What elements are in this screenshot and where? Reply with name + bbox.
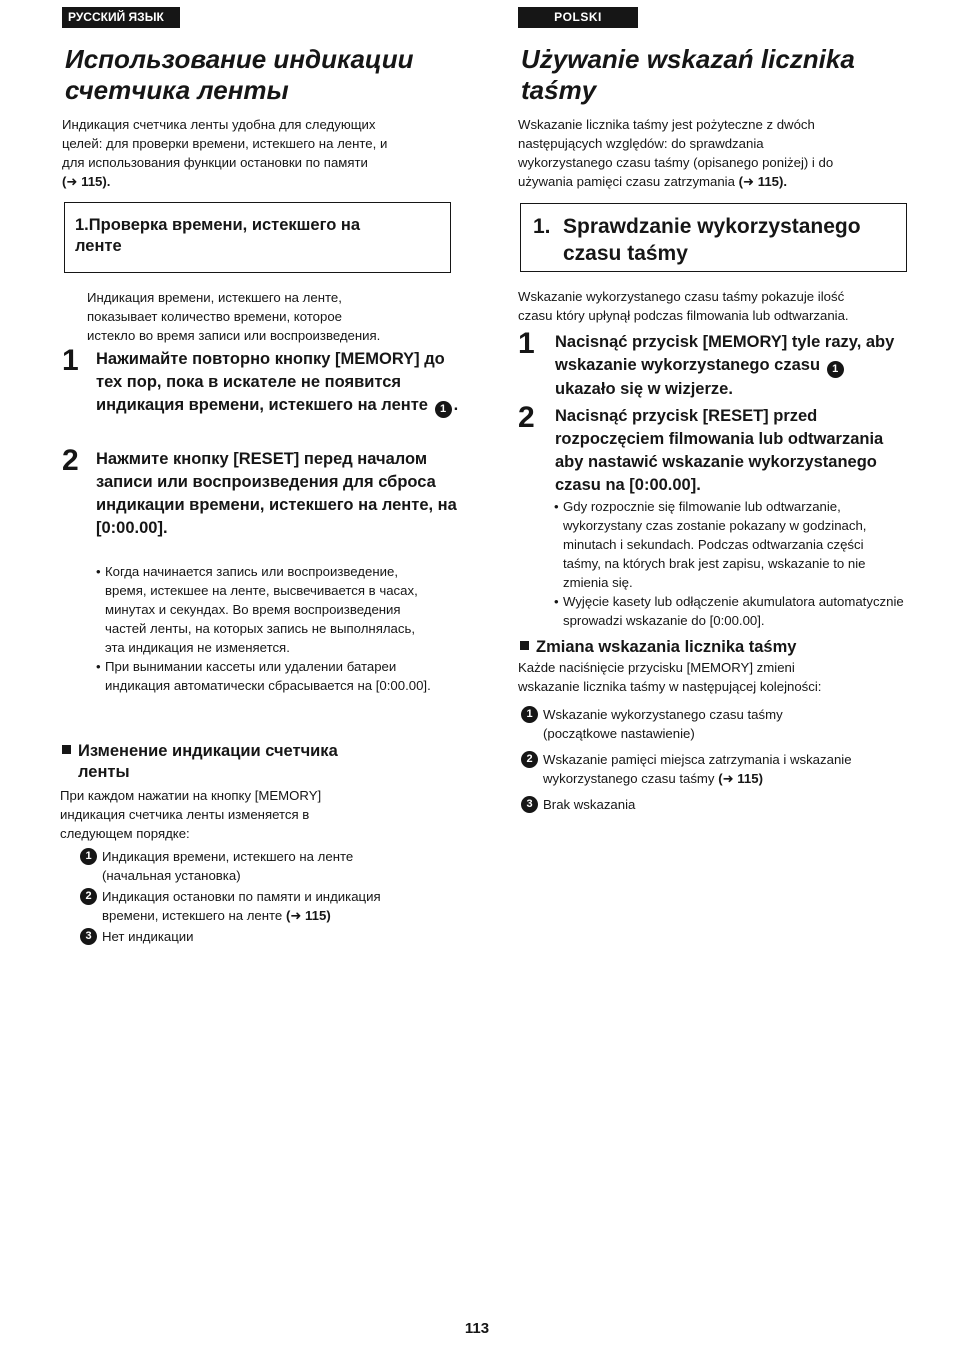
square-bullet-icon (62, 745, 71, 754)
section-description (518, 287, 913, 325)
page-reference: (➜ 115). (738, 174, 788, 189)
list-item (80, 927, 460, 946)
list-item (80, 887, 460, 925)
sub-paragraph-line: следующем порядке: (60, 826, 190, 841)
sub-heading-line: Изменение индикации счетчика (78, 742, 338, 760)
section-heading-line: ленте (75, 237, 122, 255)
list-item-line: Brak wskazania (543, 797, 636, 812)
step-2 (518, 401, 898, 497)
section-heading-line: 1.Проверка времени, истекшего на (75, 216, 361, 234)
note-item: • Wyjęcie kasety lub odłączenie akumulatora automatycznie sprowadzi wskazanie do [0:00.00]. (555, 592, 905, 630)
display-order-list (521, 705, 911, 821)
list-item (521, 795, 911, 814)
description-line: показывает количество времени, которое (87, 309, 342, 324)
circle-number-icon: 1 (435, 401, 452, 418)
description-line: Индикация времени, истекшего на ленте, (87, 290, 342, 305)
page-reference: (➜ 115) (285, 908, 331, 923)
list-item (521, 750, 911, 788)
sub-paragraph-line: При каждом нажатии на кнопку [MEMORY] (60, 788, 322, 803)
list-item-line: Индикация остановки по памяти и индикация (102, 889, 381, 904)
section-heading-box (64, 202, 451, 273)
note-item: • При вынимании кассеты или удалении батареи индикация автоматически сбрасывается на [0:00.00]. (97, 657, 437, 695)
display-order-list (80, 847, 460, 948)
intro-line: Wskazanie licznika taśmy jest pożyteczne z dwóch (518, 117, 815, 132)
list-item-line: Нет индикации (102, 929, 194, 944)
sub-paragraph (60, 786, 455, 843)
page-title (65, 44, 414, 106)
intro-line: Индикация счетчика ленты удобна для следующих (62, 117, 376, 132)
section-heading-line: Sprawdzanie wykorzystanego (563, 215, 861, 238)
list-item-line: Индикация времени, истекшего на ленте (102, 849, 354, 864)
intro-line: używania pamięci czasu zatrzymania (518, 174, 735, 189)
title-line-1: Использование индикации (65, 44, 414, 74)
sub-paragraph-line: индикация счетчика ленты изменяется в (60, 807, 310, 822)
circle-number-icon: 3 (521, 796, 538, 813)
circle-number-icon: 1 (521, 706, 538, 723)
list-item-line: (начальная установка) (102, 868, 241, 883)
step-text (555, 331, 898, 401)
step-number: 1 (518, 327, 535, 360)
section-number: 1. (533, 215, 551, 238)
list-item (80, 847, 460, 885)
square-bullet-icon (520, 641, 529, 650)
list-item-line: (początkowe nastawienie) (543, 726, 695, 741)
sub-paragraph (518, 658, 910, 696)
step-1 (518, 327, 898, 401)
step-text-body: Нажимайте повторно кнопку [MEMORY] до тех пор, пока в искателе не появится индикация времени, истекшего на ленте (96, 350, 445, 414)
page-number: 113 (464, 1320, 490, 1337)
step-text: Nacisnąć przycisk [RESET] przed rozpoczęciem filmowania lub odtwarzania aby nastawić wskazanie wykorzystanego czasu na [0:00.00]. (555, 407, 884, 494)
list-item (521, 705, 911, 743)
note-item: • Gdy rozpocznie się filmowanie lub odtwarzanie, wykorzystany czas zostanie pokazany w godzinach, minutach i sekundach. Podczas odtwarzania części taśmy, na których brak jest zapisu, wskazanie to nie zmienia się. (555, 497, 905, 592)
list-item-line: Wskazanie pamięci miejsca zatrzymania i wskazanie (543, 752, 852, 767)
step-text: Нажмите кнопку [RESET] перед началом записи или воспроизведения для сброса индикации времени, истекшего на ленте, на [0:00.00]. (96, 450, 457, 537)
description-line: истекло во время записи или воспроизведения. (87, 328, 381, 343)
intro-line: następujących względów: do sprawdzania (518, 136, 764, 151)
step-number: 1 (62, 344, 79, 377)
section-heading-box (520, 203, 907, 272)
step-text (96, 348, 462, 418)
language-tag: РУССКИЙ ЯЗЫК (62, 7, 180, 28)
circle-number-icon: 1 (80, 848, 97, 865)
step-number: 2 (62, 444, 79, 477)
intro-line: wykorzystanego czasu taśmy (opisanego poniżej) i do (518, 155, 834, 170)
intro-paragraph (62, 115, 387, 191)
page-reference: (➜ 115) (718, 771, 763, 786)
sub-heading-text: Zmiana wskazania licznika taśmy (536, 638, 797, 656)
title-line-2: счетчика ленты (65, 75, 289, 105)
step-text-end: . (453, 396, 459, 414)
step-text-end: ukazało się w wizjerze. (555, 380, 733, 398)
title-line-2: taśmy (521, 75, 597, 105)
sub-heading-line: ленты (78, 763, 130, 781)
notes-list (555, 497, 905, 630)
sub-heading (520, 637, 910, 658)
section-description (87, 288, 467, 345)
circle-number-icon: 1 (827, 361, 844, 378)
step-number: 2 (518, 401, 535, 434)
page-title (521, 44, 855, 106)
note-item: • Когда начинается запись или воспроизведение, время, истекшее на ленте, высвечивается в часах, минутах и секундах. Во время воспроизведения частей ленты, на которых запись не выполнялась, эта индикация не изменяется. (97, 562, 437, 657)
sub-heading (62, 741, 457, 783)
description-line: Wskazanie wykorzystanego czasu taśmy pokazuje ilość (518, 289, 845, 304)
circle-number-icon: 2 (80, 888, 97, 905)
list-item-line: Wskazanie wykorzystanego czasu taśmy (543, 707, 783, 722)
circle-number-icon: 3 (80, 928, 97, 945)
intro-paragraph (518, 115, 833, 191)
title-line-1: Używanie wskazań licznika (521, 44, 855, 74)
circle-number-icon: 2 (521, 751, 538, 768)
list-item-line: времени, истекшего на ленте (102, 908, 283, 923)
intro-line: для использования функции остановки по памяти (62, 155, 368, 170)
section-heading-line: czasu taśmy (563, 242, 688, 265)
intro-line: целей: для проверки времени, истекшего на ленте, и (62, 136, 388, 151)
sub-paragraph-line: wskazanie licznika taśmy w następującej kolejności: (518, 679, 822, 694)
page-reference: (➜ 115). (62, 174, 111, 189)
list-item-line: wykorzystanego czasu taśmy (543, 771, 715, 786)
step-1 (62, 344, 462, 418)
step-2 (62, 444, 462, 540)
sub-paragraph-line: Każde naciśnięcie przycisku [MEMORY] zmieni (518, 660, 795, 675)
notes-list (97, 562, 437, 695)
step-text-body: Nacisnąć przycisk [MEMORY] tyle razy, aby wskazanie wykorzystanego czasu (555, 333, 895, 374)
description-line: czasu który upłynął podczas filmowania lub odtwarzania. (518, 308, 849, 323)
language-tag: POLSKI (518, 7, 638, 28)
